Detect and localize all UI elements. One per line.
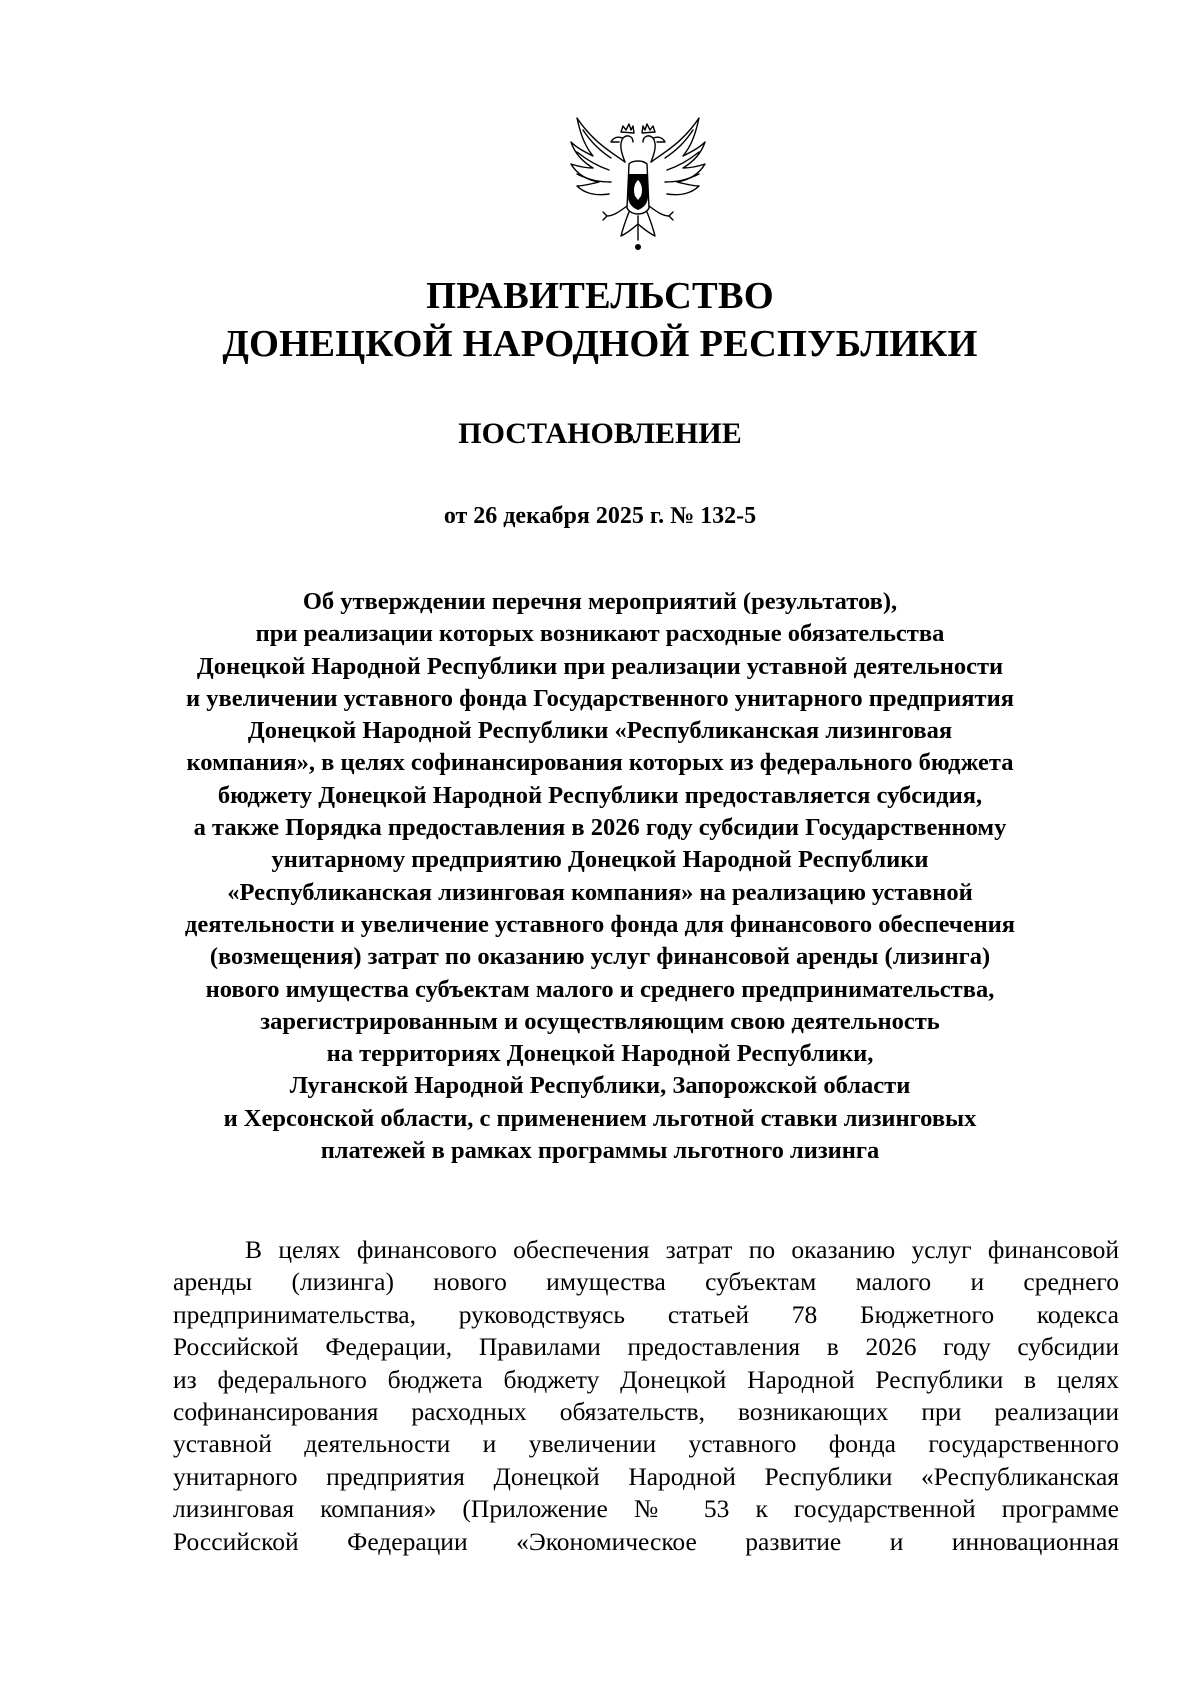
body-line: уставной деятельности и увеличении уставного фонда государственного	[173, 1429, 1119, 1459]
document-date-number: от 26 декабря 2025 г. № 132-5	[443, 503, 757, 529]
subject-line: Об утверждении перечня мероприятий (результатов),	[302, 588, 898, 615]
body-line: Российской Федерации «Экономическое развитие и инновационная	[173, 1526, 1119, 1556]
body-line: предпринимательства, руководствуясь статьей 78 Бюджетного кодекса	[173, 1299, 1119, 1329]
subject-line: (возмещения) затрат по оказанию услуг финансовой аренды (лизинга)	[209, 943, 991, 971]
coat-of-arms-emblem	[563, 112, 713, 252]
government-title	[0, 272, 1200, 368]
body-line: аренды (лизинга) нового имущества субъектам малого и среднего	[173, 1267, 1119, 1297]
body-line: из федерального бюджета бюджету Донецкой Народной Республики в целях	[173, 1364, 1119, 1394]
body-line: Российской Федерации, Правилами предоставления в 2026 году субсидии	[173, 1332, 1119, 1362]
subject-line: Луганской Народной Республики, Запорожской области	[289, 1072, 911, 1100]
subject-line: и увеличении уставного фонда Государственного унитарного предприятия	[186, 684, 1014, 712]
subject-line: бюджету Донецкой Народной Республики предоставляется субсидия,	[217, 781, 983, 809]
subject-line: на территориях Донецкой Народной Республики,	[326, 1040, 874, 1068]
double-headed-eagle-icon	[563, 112, 713, 252]
subject-line: а также Порядка предоставления в 2026 году субсидии Государственному	[193, 814, 1007, 842]
government-title-line: ПРАВИТЕЛЬСТВО	[426, 275, 774, 317]
subject-line: платежей в рамках программы льготного лизинга	[320, 1137, 880, 1165]
document-subject	[0, 586, 1200, 1167]
subject-line: зарегистрированным и осуществляющим свою деятельность	[260, 1007, 940, 1035]
subject-line: деятельности и увеличение уставного фонда для финансового обеспечения	[184, 910, 1016, 938]
government-title-line: ДОНЕЦКОЙ НАРОДНОЙ РЕСПУБЛИКИ	[222, 323, 978, 365]
body-line: лизинговая компания» (Приложение № 53 к государственной программе	[173, 1494, 1119, 1524]
subject-line: при реализации которых возникают расходные обязательства	[255, 620, 945, 648]
body-line: софинансирования расходных обязательств, возникающих при реализации	[173, 1397, 1119, 1427]
body-line: унитарного предприятия Донецкой Народной Республики «Республиканская	[173, 1461, 1119, 1491]
subject-line: нового имущества субъектам малого и среднего предпринимательства,	[205, 975, 995, 1003]
subject-line: «Республиканская лизинговая компания» на реализацию уставной	[227, 878, 973, 906]
subject-line: Донецкой Народной Республики «Республиканская лизинговая	[247, 717, 953, 745]
body-line: В целях финансового обеспечения затрат по оказанию услуг финансовой	[245, 1235, 1119, 1264]
subject-line: Донецкой Народной Республики при реализации уставной деятельности	[196, 652, 1004, 680]
subject-line: и Херсонской области, с применением льготной ставки лизинговых	[223, 1104, 977, 1132]
body-paragraph	[173, 1234, 1119, 1558]
document-type: ПОСТАНОВЛЕНИЕ	[458, 417, 742, 450]
subject-line: компания», в целях софинансирования которых из федерального бюджета	[186, 749, 1014, 777]
subject-line: унитарному предприятию Донецкой Народной Республики	[271, 846, 929, 874]
